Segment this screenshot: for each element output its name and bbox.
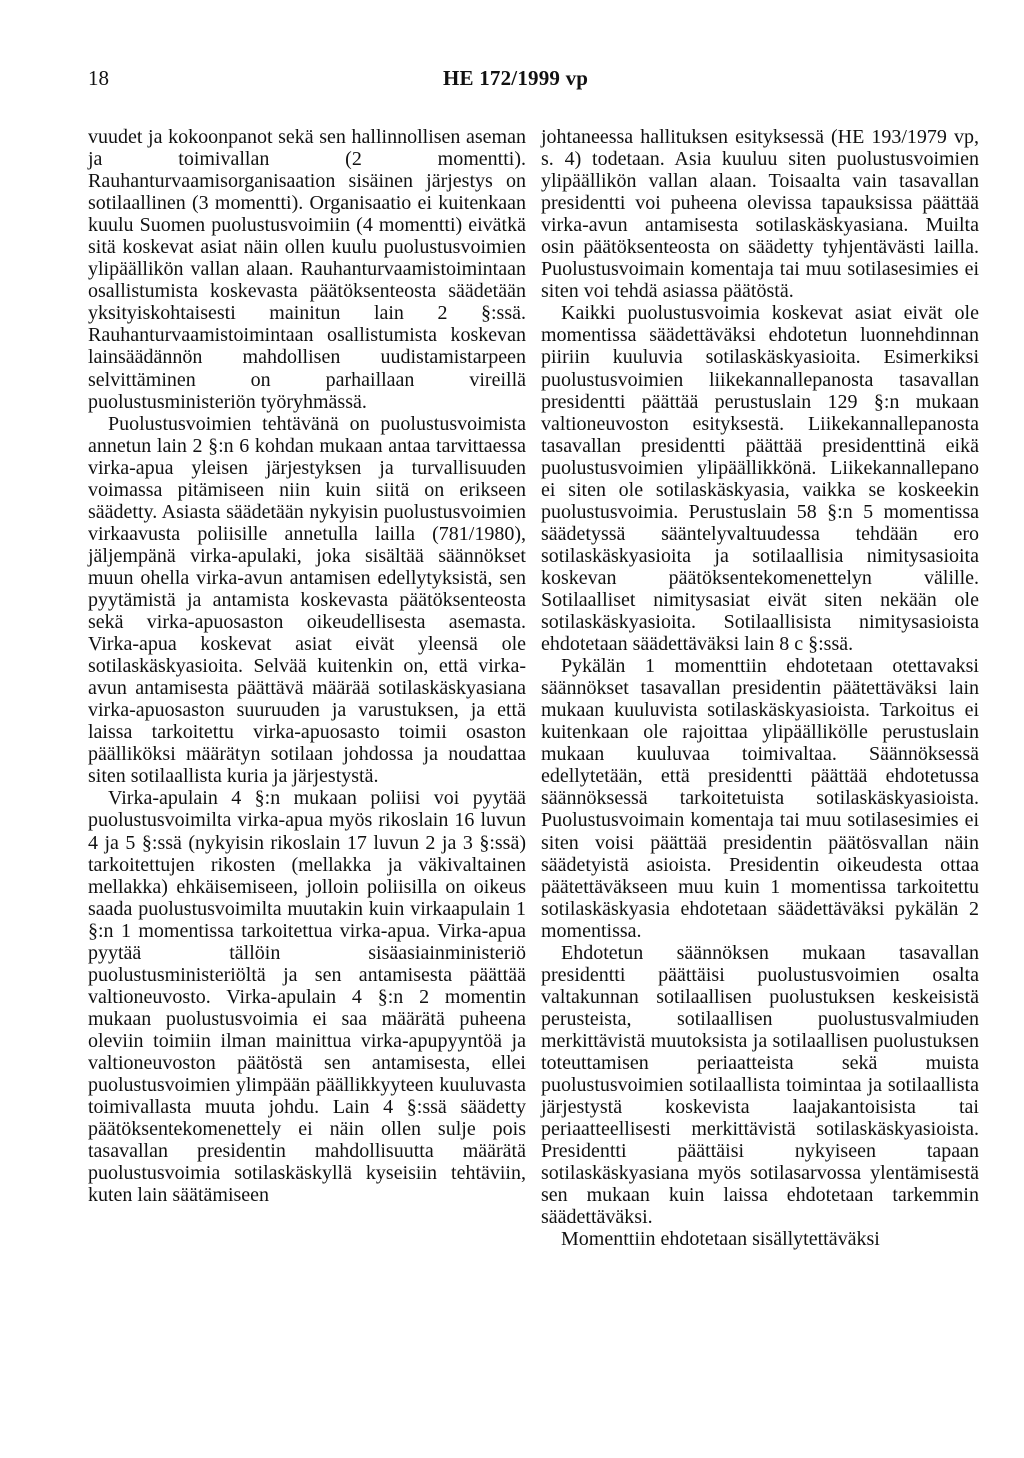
running-head: HE 172/1999 vp [443, 66, 589, 90]
right-paragraph-2: Kaikki puolustusvoimia koskevat asiat eivät ole momentissa säädettäväksi ehdotetun luonnehdinnan piiriin kuuluvia sotilaskäskyasioita. Esimerkiksi puolustusvoimien liikekannallepanosta tasavallan presidentti päättää perustuslain 129 §:n mukaan valtioneuvoston esityksestä. Liikekannallepanosta tasavallan presidentti päättää presidenttinä eikä puolustusvoimien ylipäällikkönä. Liikekannallepano ei siten ole sotilaskäskyasia, vaikka se koskeekin puolustusvoimia. Perustuslain 58 §:n 5 momentissa säädetyssä sääntelyvaltuudessa tehdään ero sotilaskäskyasioita ja sotilaallisia nimitysasioita koskevan päätöksentekomenettelyn välille. Sotilaalliset nimitysasiat eivät siten nekään ole sotilaskäskyasioita. Sotilaallisista nimitysasioista ehdotetaan säädettäväksi lain 8 c §:ssä. [541, 302, 979, 656]
left-column [88, 126, 526, 1206]
left-paragraph-2: Puolustusvoimien tehtävänä on puolustusvoimista annetun lain 2 §:n 6 kohdan mukaan antaa tarvittaessa virka-apua yleisen järjestyksen ja turvallisuuden voimassa pitämiseen niin kuin siitä on erikseen säädetty. Asiasta säädetään nykyisin puolustusvoimien virkaavusta poliisille annetulla lailla (781/1980), jäljempänä virka-apulaki, joka sisältää säännökset muun ohella virka-avun antamisen edellytyksistä, sen pyytämistä ja antamista koskevasta päätöksenteosta sekä virka-apuosaston oikeudellisesta asemasta. Virka-apua koskevat asiat eivät yleensä ole sotilaskäskyasioita. Selvää kuitenkin on, että virka-avun antamisesta päättävä määrää sotilaskäskyasiana virka-apuosaston suuruuden ja varustuksen, ja että laissa tarkoitettu virka-apuosasto toimii osaston päälliköksi määrätyn sotilaan johdossa ja noudattaa siten sotilaallista kuria ja järjestystä. [88, 412, 526, 788]
left-paragraph-3: Virka-apulain 4 §:n mukaan poliisi voi pyytää puolustusvoimilta virka-apua myös rikoslain 16 luvun 4 ja 5 §:ssä (nykyisin rikoslain 17 luvun 2 ja 3 §:ssä) tarkoitettujen rikosten (mellakka ja väkivaltainen mellakka) ehkäisemiseen, jolloin poliisilla on oikeus saada puolustusvoimilta muutakin kuin virkaapulain 1 §:n 1 momentissa tarkoitettua virka-apua. Virka-apua pyytää tällöin sisäasiainministeriö puolustusministeriöltä ja sen antamisesta päättää valtioneuvosto. Virka-apulain 4 §:n 2 momentin mukaan puolustusvoimia ei saa määrätä puheena oleviin toimiin ilman mainittua virka-apupyyntöä ja valtioneuvoston päätöstä sen antamisesta, ellei puolustusvoimien ylimpään päällikkyyteen kuuluvasta toimivallasta muuta johdu. Lain 4 §:ssä säädetty päätöksentekomenettely ei näin ollen sulje pois tasavallan presidentin mahdollisuutta määrätä puolustusvoimia sotilaskäskyllä kyseisiin tehtäviin, kuten lain säätämiseen [88, 787, 526, 1207]
right-column [541, 126, 979, 1250]
right-paragraph-4: Ehdotetun säännöksen mukaan tasavallan presidentti päättäisi puolustusvoimien osalta valtakunnan sotilaallisen puolustuksen keskeisistä perusteista, sotilaallisen puolustusvalmiuden merkittävistä muutoksista ja sotilaallisen puolustuksen toteuttamisen periaatteista sekä muista puolustusvoimien sotilaallista toimintaa ja sotilaallista järjestystä koskevista laajakantoisista tai periaatteellisesti merkittävistä sotilaskäskyasioista. Presidentti päättäisi nykyiseen tapaan sotilaskäskyasiana myös sotilasarvossa ylentämisestä sen mukaan kuin laissa ehdotetaan tarkemmin säädettäväksi. [541, 941, 979, 1229]
right-paragraph-3: Pykälän 1 momenttiin ehdotetaan otettavaksi säännökset tasavallan presidentin päätettäväksi lain mukaan kuuluvista sotilaskäskyasioista. Tarkoitus ei kuitenkaan ole rajoittaa ylipäällikölle perustuslain mukaan kuuluvaa toimivaltaa. Säännöksessä edellytetään, että presidentti päättää ehdotetussa säännöksessä tarkoitetuista sotilaskäskyasioista. Puolustusvoimain komentaja tai muu sotilasesimies ei siten voisi päättää presidentin päätösvallan näin säädetyistä asioista. Presidentin oikeudesta ottaa päätettäväkseen muu kuin 1 momentissa tarkoitettu sotilaskäskyasia ehdotetaan säädettäväksi pykälän 2 momentissa. [541, 655, 979, 942]
left-paragraph-1: vuudet ja kokoonpanot sekä sen hallinnollisen aseman ja toimivallan (2 momentti). Rauhanturvaamisorganisaation sisäinen järjestys on sotilaallinen (3 momentti). Organisaatio ei kuitenkaan kuulu Suomen puolustusvoimiin (4 momentti) eivätkä sitä koskevat asiat näin ollen kuulu puolustusvoimien ylipäällikön vallan alaan. Rauhanturvaamistoimintaan osallistumista koskevasta päätöksenteosta säädetään yksityiskohtaisesti mainitun lain 2 §:ssä. Rauhanturvaamistoimintaan osallistumista koskevan lainsäädännön mahdollisen uudistamistarpeen selvittäminen on parhaillaan vireillä puolustusministeriön työryhmässä. [88, 126, 526, 413]
right-paragraph-1: johtaneessa hallituksen esityksessä (HE 193/1979 vp, s. 4) todetaan. Asia kuuluu siten puolustusvoimien ylipäällikön vallan alaan. Toisaalta vain tasavallan presidentti voi puheena olevissa tapauksissa päättää virka-avun antamisesta sotilaskäskyasiana. Muilta osin päätöksenteosta on säädetty tyhjentävästi lailla. Puolustusvoimain komentaja tai muu sotilasesimies ei siten voi tehdä asiassa päätöstä. [541, 126, 979, 303]
right-paragraph-5: Momenttiin ehdotetaan sisällytettäväksi [561, 1228, 880, 1251]
page-number: 18 [88, 66, 109, 90]
